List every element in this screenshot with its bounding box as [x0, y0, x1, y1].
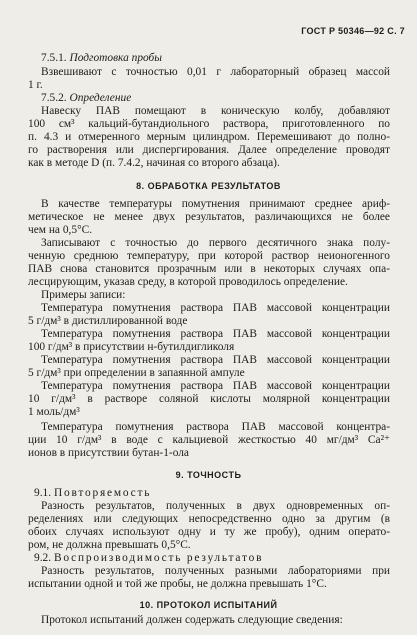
text-line: Навеску ПАВ помещают в коническую колбу, добавляют — [41, 105, 390, 117]
example-line: Температура помутнения раствора ПАВ массовой концентрации — [41, 380, 390, 392]
example-line: 5 г/дм³ в дистиллированной воде — [28, 315, 188, 327]
section-title: Воспроизводимость результатов — [53, 552, 264, 564]
text-line: испытании одной и той же пробы, не должна превышать 1°С. — [28, 578, 327, 590]
section-title: Повторяемость — [53, 487, 152, 499]
example-line: Температура помутнения раствора ПАВ массовой концентрации — [41, 328, 390, 340]
text-line: Протокол испытаний должен содержать следующие сведения: — [41, 614, 343, 626]
example-line: ионов в присутствии бутан-1-ола — [28, 447, 189, 459]
text-line: п. 4.3 и отмеренного мерным цилиндром. Перемешивают до полно- — [28, 131, 390, 143]
text-line: метическое не менее двух результатов, различающихся не более — [28, 211, 390, 223]
section-8-heading: 8. ОБРАБОТКА РЕЗУЛЬТАТОВ — [136, 181, 281, 191]
example-line: 1 моль/дм³ — [28, 406, 80, 418]
section-title: Подготовка пробы — [69, 52, 163, 64]
text-line: В качестве температуры помутнения принимают среднее ариф- — [41, 198, 390, 210]
section-9-heading: 9. ТОЧНОСТЬ — [175, 470, 242, 480]
text-line: Разность результатов, полученных разными лабораториями при — [41, 565, 390, 577]
text-line: Разность результатов, полученных в двух одновременных оп- — [41, 500, 390, 512]
section-9-1-heading — [34, 487, 151, 500]
text-line: ределениях или следующих непосредственно одно за другим (в — [28, 513, 390, 525]
text-line: 100 см³ кальций-бутандиольного раствора, приготовленного по — [28, 118, 390, 130]
example-line: 10 г/дм³ в растворе соляной кислоты молярной концентрации — [28, 393, 390, 405]
example-line: Температура помутнения раствора ПАВ массовой концентрации — [41, 302, 390, 314]
text-line: ченную среднюю температуру, при которой раствор неионогенного — [28, 250, 390, 262]
example-line: 100 г/дм³ в присутствии н-бутилдигликоля — [28, 341, 235, 353]
section-7-5-2-heading — [41, 92, 390, 105]
example-line: Температура помутнения раствора ПАВ массовой концентрации — [41, 354, 390, 366]
section-number: 9.2. — [34, 552, 52, 564]
text-line: 1 г. — [28, 79, 43, 91]
text-line: как в методе D (п. 7.4.2, начиная со второго абзаца). — [28, 157, 280, 169]
section-9-2-heading — [34, 552, 263, 565]
examples-title: Примеры записи: — [41, 289, 126, 301]
section-number: 7.5.2. — [41, 92, 67, 104]
text-line: лесцирующим, указав среду, в которой проводилось определение. — [28, 276, 348, 288]
example-line: ции 10 г/дм³ в воде с кальциевой жесткостью 40 мг/дм³ Ca²⁺ — [28, 434, 390, 446]
example-line: 5 г/дм³ при определении в запаянной ампуле — [28, 367, 245, 379]
section-7-5-1-heading — [41, 52, 390, 65]
text-line: Записывают с точностью до первого десятичного знака полу- — [41, 237, 390, 249]
section-number: 9.1. — [34, 487, 52, 499]
text-line: го растворения или диспергирования. Далее определение проводят — [28, 144, 390, 156]
example-line: Температура помутнения раствора ПАВ массовой концентра- — [41, 421, 390, 433]
text-line: ром, не должна превышать 0,5°С. — [28, 539, 191, 551]
page-header: ГОСТ Р 50346—92 С. 7 — [301, 26, 405, 36]
text-line: Взвешивают с точностью 0,01 г лабораторный образец массой — [41, 66, 390, 78]
text-line: чем на 0,5°С. — [28, 224, 93, 236]
section-title: Определение — [69, 92, 132, 104]
section-number: 7.5.1. — [41, 52, 67, 64]
text-line: ПАВ снова становится прозрачным или в некоторых случаях опа- — [28, 263, 390, 275]
text-line: обоих случаях используют одну и ту же пробу), одним операто- — [28, 526, 390, 538]
section-10-heading: 10. ПРОТОКОЛ ИСПЫТАНИЙ — [139, 600, 278, 610]
